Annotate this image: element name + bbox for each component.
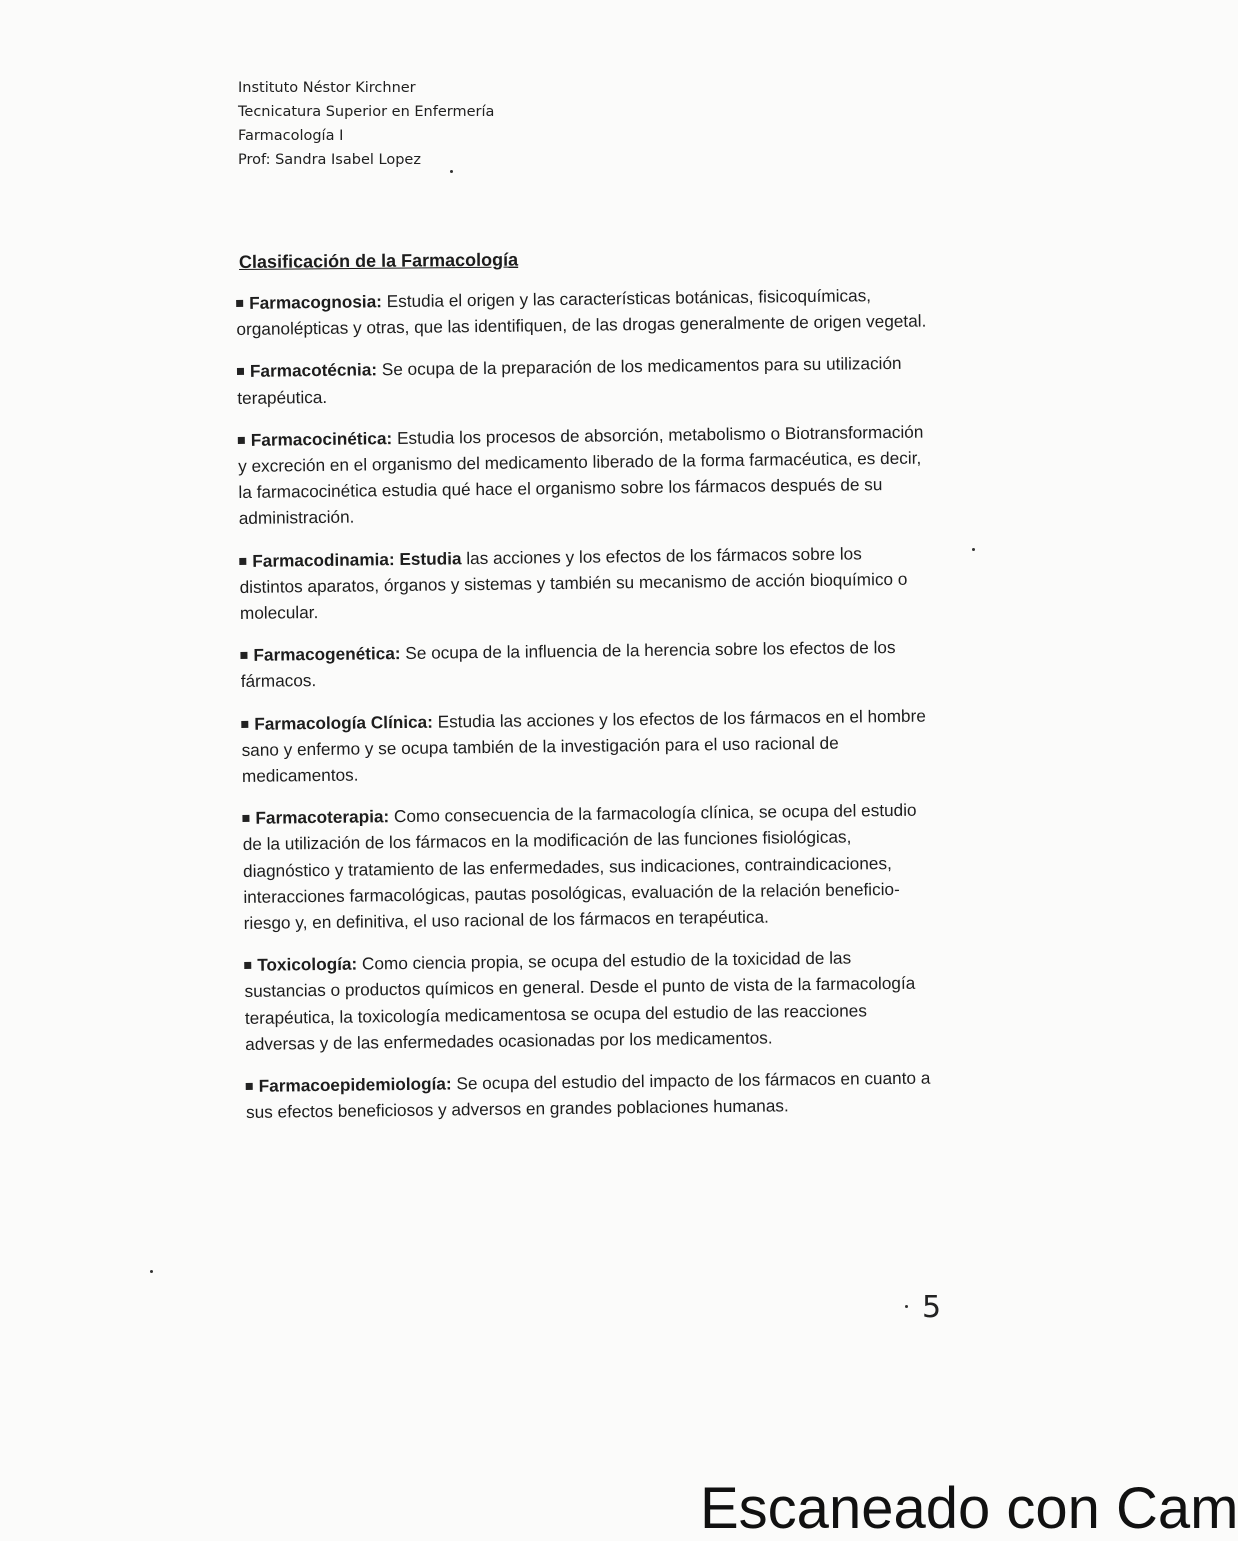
section-text: Se ocupa del estudio del impacto de los fármacos en cuanto a sus efectos beneficiosos y adversos en grandes poblaciones humanas. (245, 1067, 931, 1123)
section-text: Como ciencia propia, se ocupa del estudio de la toxicidad de las sustancias o productos químicos en general. Desde el punto de vista de la farmacología terapéutica, la toxicología medicamentosa se ocupa del estudio de las reacciones adversas y de las enfermedades ocasionadas por los medicamentos. (244, 947, 916, 1054)
section-term: Farmacoterapia: (255, 806, 390, 829)
square-bullet-icon (242, 815, 249, 822)
header-program: Tecnicatura Superior en Enfermería (238, 104, 495, 120)
square-bullet-icon (244, 962, 251, 969)
scan-speck (450, 170, 453, 173)
section-farmacologia-clinica (241, 702, 932, 789)
classification-list (236, 282, 936, 1142)
header-course: Farmacología I (238, 128, 344, 144)
scan-speck (905, 1305, 908, 1308)
square-bullet-icon (246, 1083, 253, 1090)
section-term: Farmacognosia: (249, 291, 383, 313)
section-farmacogenetica (240, 634, 931, 695)
scan-speck (972, 548, 975, 551)
square-bullet-icon (236, 300, 243, 307)
section-farmacodinamia (239, 539, 930, 626)
square-bullet-icon (237, 368, 244, 375)
section-text: Estudia las acciones y los efectos de los fármacos en el hombre sano y enfermo y se ocupa también de la investigación para el uso racional de medicamentos. (241, 705, 926, 787)
header-professor: Prof: Sandra Isabel Lopez (238, 152, 421, 168)
section-term: Farmacogenética: (253, 643, 401, 666)
section-farmacoepidemiologia (246, 1065, 937, 1126)
section-farmacognosia (236, 282, 927, 343)
section-term: Toxicología: (257, 953, 358, 976)
section-term: Farmacodinamia: Estudia (252, 547, 462, 571)
section-term: Farmacología Clínica: (254, 711, 434, 734)
section-term: Farmacoepidemiología: (258, 1073, 452, 1096)
document-header (238, 76, 638, 172)
page-title: Clasificación de la Farmacología (238, 249, 519, 272)
square-bullet-icon (241, 720, 248, 727)
section-term: Farmacocinética: (250, 427, 393, 450)
section-text: Estudia el origen y las características botánicas, fisicoquímicas, organolépticas y otras, que las identifiquen, de las drogas generalmente de origen vegetal. (236, 285, 927, 340)
section-text: las acciones y los efectos de los fármacos sobre los distintos aparatos, órganos y sistemas y también su mecanismo de acción bioquímico o molecular. (239, 543, 908, 624)
header-institute: Instituto Néstor Kirchner (238, 80, 416, 96)
section-text: Como consecuencia de la farmacología clínica, se ocupa del estudio de la utilización de los fármacos en la modificación de las funciones fisiológicas, diagnóstico y tratamiento de las enfermedades, sus indicaciones, contraindicaciones, interacciones farmacológicas, pautas posológicas, evaluación de la relación beneficio- riesgo y, en definitiva, el uso racional de los fármacos en terapéutica. (242, 799, 917, 934)
section-farmacocinetica (238, 418, 929, 531)
square-bullet-icon (238, 437, 245, 444)
square-bullet-icon (239, 557, 246, 564)
section-toxicologia (244, 944, 935, 1057)
watermark-text: Escaneado con Cam (700, 1476, 1238, 1541)
section-farmacoterapia (242, 797, 934, 936)
scan-speck (150, 1270, 153, 1273)
section-text: Se ocupa de la influencia de la herencia sobre los efectos de los fármacos. (240, 637, 896, 692)
section-text: Estudia los procesos de absorción, metabolismo o Biotransformación y excreción en el organismo del medicamento liberado de la forma farmacéutica, es decir, la farmacocinética estudia qué hace el organismo sobre los fármacos después de su administración. (238, 421, 924, 529)
section-text: Se ocupa de la preparación de los medicamentos para su utilización terapéutica. (237, 353, 902, 408)
section-farmacotecnia (237, 350, 928, 411)
page-number: 5 (922, 1290, 942, 1325)
square-bullet-icon (240, 652, 247, 659)
scanner-watermark (700, 1476, 1238, 1541)
section-term: Farmacotécnia: (249, 359, 378, 382)
